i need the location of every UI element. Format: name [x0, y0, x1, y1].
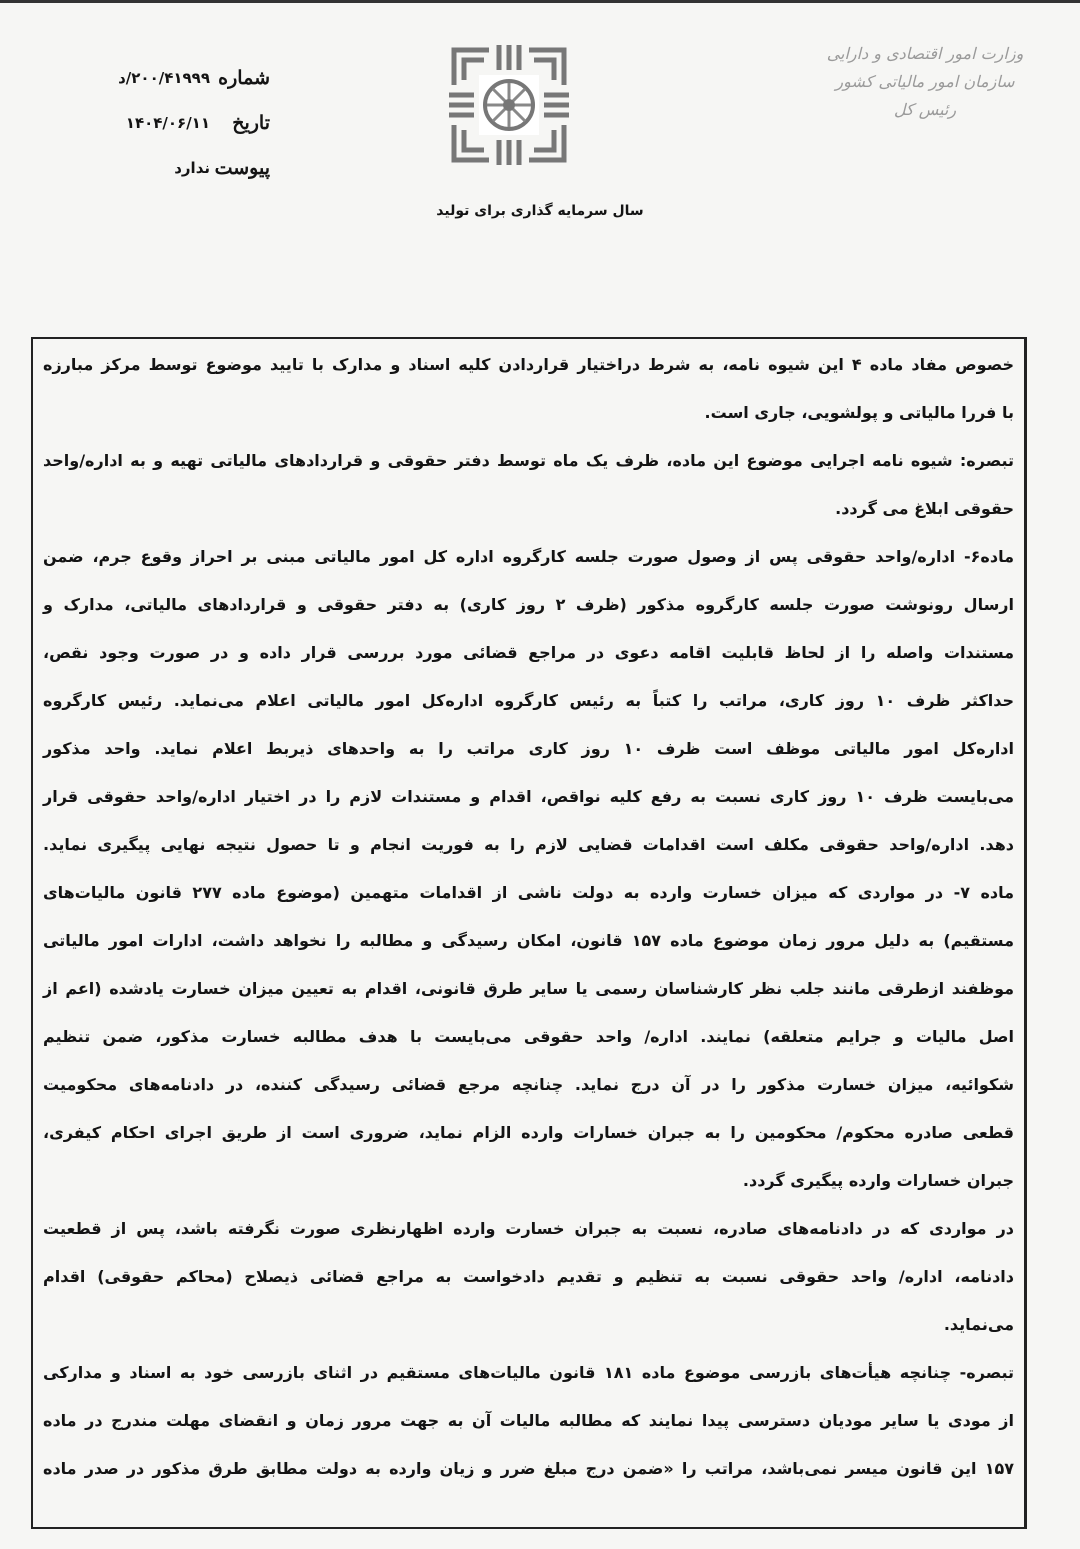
body-text-line: حداکثر ظرف ۱۰ روز کاری، مراتب را کتباً به رئیس کارگروه اداره‌کل امور مالیاتی اعلام می‌نماید. رئیس کارگروه: [43, 691, 1015, 710]
body-text-line: مستندات واصله را از لحاظ قابلیت اقامه دعوی در مراجع قضائی مورد بررسی قرار داده و در صورت وجود نقص،: [43, 643, 1014, 662]
body-text-line: خصوص مفاد ماده ۴ این شیوه نامه، به شرط دراختیار قراردادن کلیه اسناد و مدارک با تایید موضوع توسط مرکز مبارزه: [43, 355, 1015, 374]
date-value: ۱۴۰۴/۰۶/۱۱: [125, 113, 210, 132]
body-text-line: تبصره: شیوه نامه اجرایی موضوع این ماده، ظرف یک ماه توسط دفتر حقوقی و قراردادهای مالیاتی تهیه و به اداره/واحد: [43, 451, 1014, 470]
body-text-line: اداره‌کل امور مالیاتی موظف است ظرف ۱۰ روز کاری مراتب را به واحدهای ذیربط اعلام نماید. واحد مذکور: [43, 739, 1014, 758]
tax-organization-logo: [444, 40, 574, 170]
body-text-line: موظفند ازطرقی مانند جلب نظر کارشناسان رسمی یا سایر طرق قانونی، اقدام به تعیین میزان خسارت یادشده (اعم از: [43, 979, 1014, 998]
date-label: تاریخ: [232, 111, 270, 134]
body-text-line: حقوقی ابلاغ می گردد.: [835, 499, 1014, 518]
body-text-line: جبران خسارات وارده پیگیری گردد.: [742, 1171, 1014, 1190]
body-text-line: دادنامه، اداره/ واحد حقوقی نسبت به تنظیم و تقدیم دادخواست به مراجع قضائی ذیصلاح (محاکم حقوقی) اقدام: [43, 1267, 1014, 1286]
number-label: شماره: [218, 66, 270, 89]
body-text-line: دهد. اداره/واحد حقوقی مکلف است اقدامات قضایی لازم را به فوریت انجام و تا حصول نتیجه نهایی پیگیری نماید.: [43, 835, 1014, 854]
body-text-line: ماده ۷- در مواردی که میزان خسارت وارده به دولت ناشی از اقدامات متهمین (موضوع ماده ۲۷۷ قانون مالیات‌های: [43, 883, 1015, 902]
attachment-value: ندارد: [174, 158, 210, 177]
body-text-line: قطعی صادره محکوم/ محکومین را به جبران خسارات وارده الزام نماید، ضروری است از طریق اجرای احکام کیفری،: [43, 1123, 1014, 1142]
date-row: [70, 100, 270, 145]
body-text-line: می‌نماید.: [943, 1315, 1014, 1334]
body-text-line: مستقیم) به دلیل مرور زمان موضوع ماده ۱۵۷ قانون، امکان رسیدگی و مطالبه را نخواهد داشت، ادارات امور مالیاتی: [43, 931, 1014, 950]
body-text-line: می‌بایست ظرف ۱۰ روز کاری نسبت به رفع کلیه نواقص، اقدام و مستندات لازم را در اختیار اداره/واحد حقوقی قرار: [43, 787, 1014, 806]
body-text-line: در مواردی که در دادنامه‌های صادره، نسبت به جبران خسارت وارده اظهارنظری صورت نگرفته باشد، پس از قطعیت: [43, 1219, 1014, 1238]
number-row: [70, 55, 270, 100]
ministry-line: سازمان امور مالیاتی کشور: [835, 72, 1015, 91]
scan-edge: [0, 0, 1080, 3]
year-slogan: سال سرمایه گذاری برای تولید: [436, 203, 644, 219]
body-text-line: تبصره- چنانچه هیأت‌های بازرسی موضوع ماده ۱۸۱ قانون مالیات‌های مستقیم در اثنای بازرسی خود به اسناد و مدارکی: [43, 1363, 1015, 1382]
ministry-header: [810, 40, 1040, 124]
attachment-row: [70, 145, 270, 190]
letter-meta: [70, 55, 270, 190]
body-text-line: از مودی یا سایر مودیان دسترسی پیدا نمایند که مطالبه مالیات آن به جهت مرور زمان و انقضای مهلت مندرج در ماده: [43, 1411, 1014, 1430]
ministry-line: رئیس کل: [893, 100, 957, 119]
body-text-line: ماده۶- اداره/واحد حقوقی پس از وصول صورت جلسه کارگروه اداره کل امور مالیاتی مبنی بر احراز وقوع جرم، ضمن: [43, 547, 1014, 566]
document-body: [31, 337, 1027, 1529]
body-text-line: ارسال رونوشت صورت جلسه کارگروه مذکور (ظرف ۲ روز کاری) به دفتر حقوقی و قراردادهای مالیاتی، مدارک و: [43, 595, 1015, 614]
ministry-line: وزارت امور اقتصادی و دارایی: [826, 44, 1024, 63]
body-text-line: ۱۵۷ این قانون میسر نمی‌باشد، مراتب را «ضمن درج مبلغ ضرر و زیان وارده به دولت مطابق طرق مذکور در صدر ماده: [43, 1459, 1014, 1478]
number-value: د/۲۰۰/۴۱۹۹۹: [118, 68, 210, 87]
body-text-line: با فررا مالیاتی و پولشویی، جاری است.: [704, 403, 1014, 422]
body-text-line: اصل مالیات و جرایم متعلقه) نمایند. اداره/ واحد حقوقی می‌بایست با هدف مطالبه خسارت مذکور، ضمن تنظیم: [43, 1027, 1014, 1046]
body-text-line: شکوائیه، میزان خسارت مذکور را در آن درج نماید. چنانچه مرجع قضائی رسیدگی کننده، در دادنامه‌های محکومیت: [43, 1075, 1014, 1094]
attachment-label: پیوست: [214, 156, 270, 179]
